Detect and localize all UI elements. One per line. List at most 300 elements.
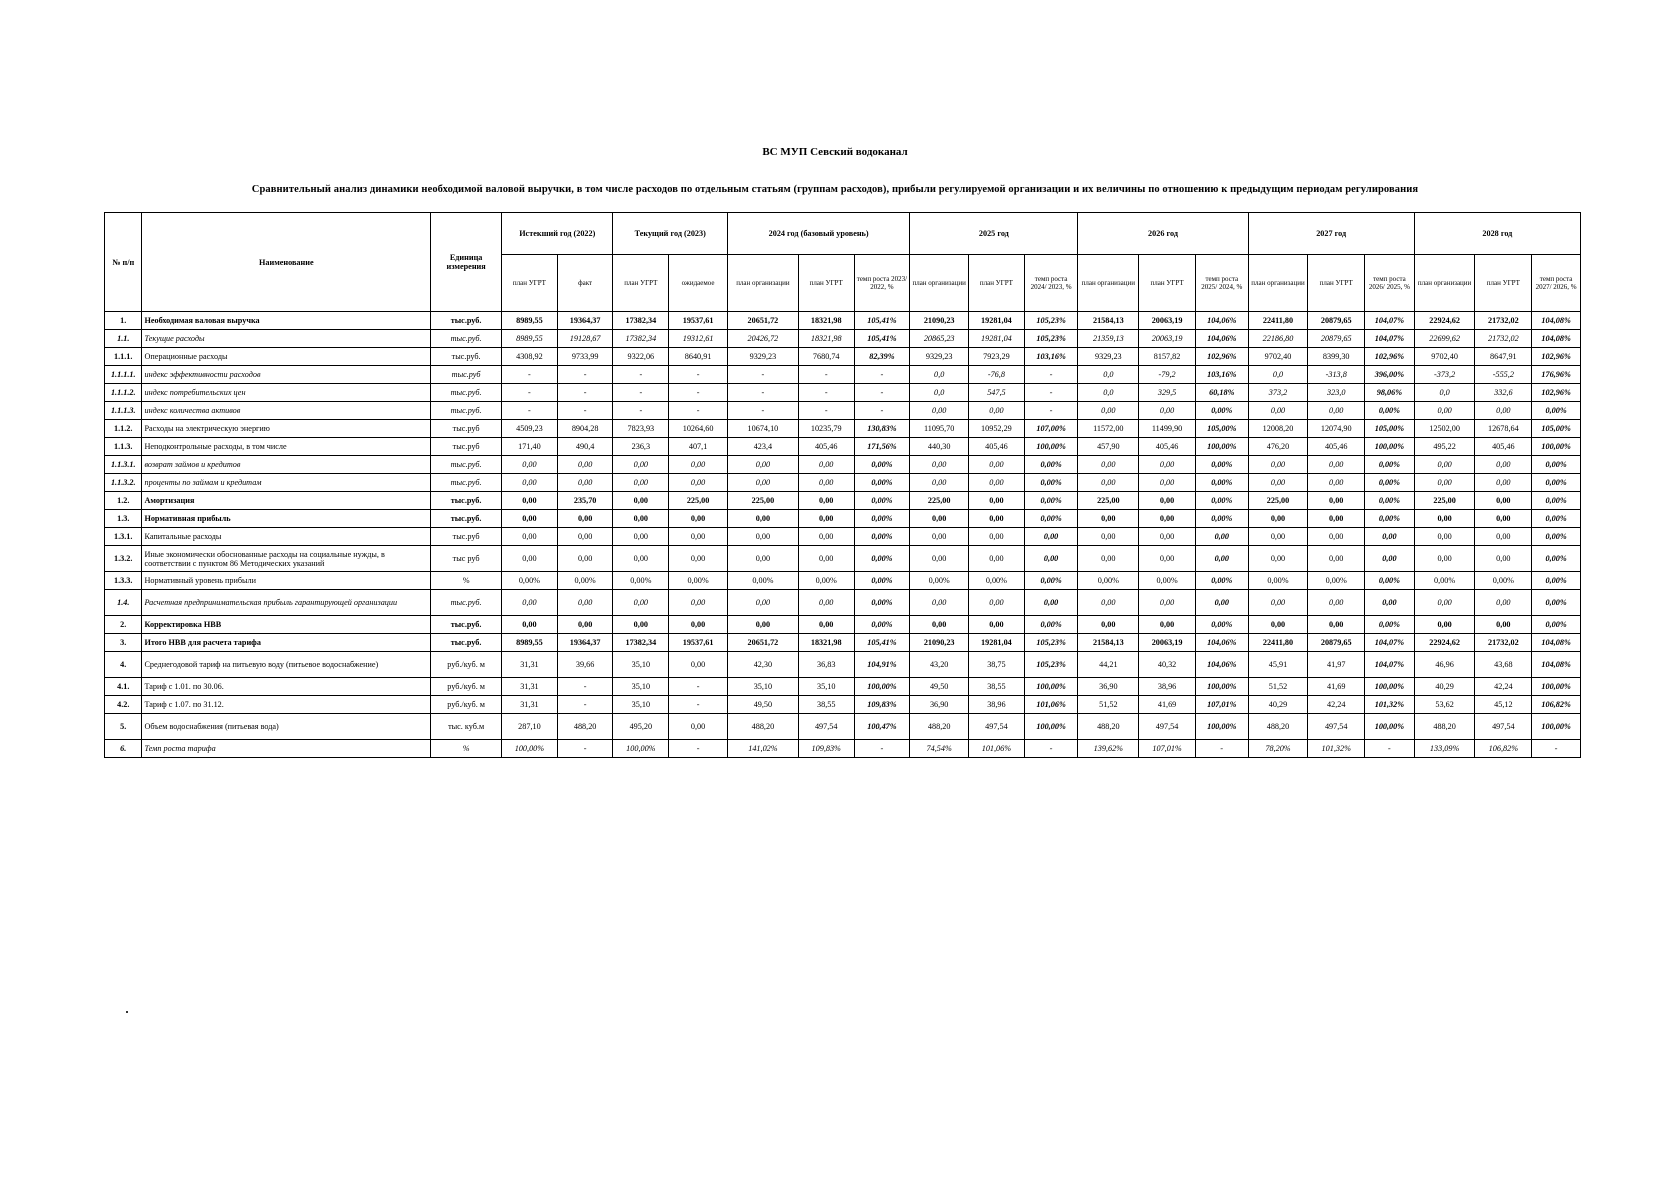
header-period: Текущий год (2023): [613, 213, 727, 255]
value-cell: 490,4: [557, 438, 613, 456]
value-cell: 0,00: [1139, 492, 1196, 510]
value-cell: 0,00%: [1195, 616, 1248, 634]
value-cell: 0,00: [613, 546, 669, 572]
value-cell: 42,30: [727, 652, 798, 678]
value-cell: 12008,20: [1248, 420, 1308, 438]
row-number: 1.4.: [105, 590, 142, 616]
subheader-cell: темп роста 2027/ 2026, %: [1532, 255, 1581, 312]
value-cell: 423,4: [727, 438, 798, 456]
row-name: Тариф с 1.01. по 30.06.: [142, 678, 431, 696]
row-unit: тыс.руб.: [431, 312, 502, 330]
value-cell: 40,29: [1414, 678, 1475, 696]
value-cell: 0,00: [1195, 546, 1248, 572]
value-cell: 8989,55: [502, 312, 558, 330]
value-cell: 0,00: [669, 616, 728, 634]
value-cell: 100,00%: [1365, 438, 1415, 456]
value-cell: 20651,72: [727, 634, 798, 652]
row-number: 1.1.3.1.: [105, 456, 142, 474]
value-cell: 0,00: [1024, 546, 1078, 572]
value-cell: 22411,80: [1248, 312, 1308, 330]
value-cell: 19312,61: [669, 330, 728, 348]
value-cell: 102,96%: [1365, 348, 1415, 366]
value-cell: 19281,04: [969, 312, 1025, 330]
row-number: 3.: [105, 634, 142, 652]
value-cell: 0,00: [669, 528, 728, 546]
value-cell: 0,00: [910, 402, 969, 420]
value-cell: 0,00%: [1365, 510, 1415, 528]
value-cell: 109,83%: [854, 696, 910, 714]
value-cell: 0,00: [613, 492, 669, 510]
value-cell: 0,00: [1365, 546, 1415, 572]
value-cell: 0,00%: [854, 590, 910, 616]
row-name: возврат займов и кредитов: [142, 456, 431, 474]
row-number: 1.1.3.: [105, 438, 142, 456]
value-cell: 0,00: [798, 474, 854, 492]
value-cell: 41,69: [1308, 678, 1365, 696]
value-cell: 133,09%: [1414, 740, 1475, 758]
row-name: Нормативная прибыль: [142, 510, 431, 528]
value-cell: 105,23%: [1024, 312, 1078, 330]
value-cell: 20063,19: [1139, 312, 1196, 330]
value-cell: 0,00%: [1365, 492, 1415, 510]
value-cell: 0,00%: [1414, 572, 1475, 590]
organization-title: ВС МУП Севский водоканал: [762, 146, 908, 158]
header-period: Истекший год (2022): [502, 213, 613, 255]
value-cell: 0,00%: [1365, 456, 1415, 474]
row-number: 1.1.1.: [105, 348, 142, 366]
value-cell: 407,1: [669, 438, 728, 456]
row-unit: тыс.руб.: [431, 634, 502, 652]
row-name: проценты по займам и кредитам: [142, 474, 431, 492]
value-cell: 0,00: [798, 528, 854, 546]
value-cell: 0,00: [1414, 474, 1475, 492]
value-cell: 105,41%: [854, 634, 910, 652]
value-cell: 0,00%: [1532, 528, 1581, 546]
value-cell: 0,00: [798, 590, 854, 616]
row-name: Темп роста тарифа: [142, 740, 431, 758]
value-cell: 0,00: [1139, 474, 1196, 492]
value-cell: 104,06%: [1195, 330, 1248, 348]
value-cell: 497,54: [1308, 714, 1365, 740]
value-cell: -: [613, 366, 669, 384]
value-cell: 0,00%: [1475, 572, 1532, 590]
value-cell: -: [669, 384, 728, 402]
row-unit: тыс руб: [431, 546, 502, 572]
value-cell: 0,00: [669, 456, 728, 474]
value-cell: 405,46: [1139, 438, 1196, 456]
subheader-cell: план организации: [910, 255, 969, 312]
value-cell: 0,00%: [854, 616, 910, 634]
value-cell: 39,66: [557, 652, 613, 678]
value-cell: 0,00: [1308, 456, 1365, 474]
row-name: индекс потребительских цен: [142, 384, 431, 402]
value-cell: 457,90: [1078, 438, 1139, 456]
table-body: [105, 312, 1581, 758]
row-name: Расчетная предпринимательская прибыль гарантирующей организации: [142, 590, 431, 616]
value-cell: 0,00%: [854, 528, 910, 546]
value-cell: 17382,34: [613, 330, 669, 348]
value-cell: 0,00: [1078, 402, 1139, 420]
value-cell: 0,00: [798, 616, 854, 634]
value-cell: 0,00: [1248, 528, 1308, 546]
value-cell: -555,2: [1475, 366, 1532, 384]
value-cell: 0,00%: [1024, 510, 1078, 528]
value-cell: 31,31: [502, 652, 558, 678]
row-name: Объем водоснабжения (питьевая вода): [142, 714, 431, 740]
header-period: 2028 год: [1414, 213, 1580, 255]
subheader-cell: план организации: [1248, 255, 1308, 312]
value-cell: 0,00: [613, 456, 669, 474]
value-cell: 0,00%: [1365, 572, 1415, 590]
value-cell: 9329,23: [1078, 348, 1139, 366]
value-cell: 101,06%: [1024, 696, 1078, 714]
value-cell: 10264,60: [669, 420, 728, 438]
value-cell: 53,62: [1414, 696, 1475, 714]
value-cell: -: [669, 740, 728, 758]
value-cell: 0,00%: [1195, 510, 1248, 528]
value-cell: 22699,62: [1414, 330, 1475, 348]
row-number: 1.1.1.3.: [105, 402, 142, 420]
value-cell: -: [613, 402, 669, 420]
row-number: 1.1.2.: [105, 420, 142, 438]
value-cell: 0,00: [502, 546, 558, 572]
value-cell: 236,3: [613, 438, 669, 456]
value-cell: 100,00%: [1365, 678, 1415, 696]
value-cell: 0,00%: [669, 572, 728, 590]
value-cell: 0,00%: [1195, 402, 1248, 420]
value-cell: 0,00: [1365, 528, 1415, 546]
value-cell: 105,00%: [1532, 420, 1581, 438]
value-cell: 0,00: [910, 510, 969, 528]
value-cell: 332,6: [1475, 384, 1532, 402]
value-cell: 139,62%: [1078, 740, 1139, 758]
header-num: № п/п: [105, 213, 142, 312]
value-cell: 8904,28: [557, 420, 613, 438]
subheader-cell: темп роста 2024/ 2023, %: [1024, 255, 1078, 312]
value-cell: 41,69: [1139, 696, 1196, 714]
row-name: Неподконтрольные расходы, в том числе: [142, 438, 431, 456]
value-cell: 19364,37: [557, 634, 613, 652]
value-cell: -: [502, 384, 558, 402]
value-cell: 21732,02: [1475, 634, 1532, 652]
row-unit: тыс.руб.: [431, 616, 502, 634]
value-cell: 287,10: [502, 714, 558, 740]
value-cell: 0,00%: [1365, 402, 1415, 420]
value-cell: 106,82%: [1475, 740, 1532, 758]
row-unit: тыс.руб.: [431, 330, 502, 348]
value-cell: 0,00: [613, 474, 669, 492]
value-cell: 0,00%: [1248, 572, 1308, 590]
row-number: 1.: [105, 312, 142, 330]
value-cell: 0,00: [910, 456, 969, 474]
value-cell: 0,00: [1139, 546, 1196, 572]
value-cell: 20865,23: [910, 330, 969, 348]
value-cell: 104,08%: [1532, 330, 1581, 348]
value-cell: 35,10: [613, 652, 669, 678]
value-cell: 0,00: [1414, 510, 1475, 528]
value-cell: 100,00%: [1532, 714, 1581, 740]
value-cell: -: [502, 402, 558, 420]
value-cell: 0,00: [502, 492, 558, 510]
table-row: [105, 652, 1581, 678]
value-cell: 100,00%: [854, 678, 910, 696]
row-unit: тыс.руб.: [431, 384, 502, 402]
value-cell: 100,00%: [1195, 438, 1248, 456]
value-cell: 105,23%: [1024, 330, 1078, 348]
value-cell: -: [798, 366, 854, 384]
subheader-cell: план организации: [727, 255, 798, 312]
subheader-cell: план организации: [1414, 255, 1475, 312]
value-cell: -76,8: [969, 366, 1025, 384]
value-cell: 105,41%: [854, 330, 910, 348]
value-cell: 0,00%: [727, 572, 798, 590]
value-cell: 0,00: [910, 546, 969, 572]
row-unit: руб./куб. м: [431, 678, 502, 696]
value-cell: 0,00: [1248, 510, 1308, 528]
row-name: индекс эффективности расходов: [142, 366, 431, 384]
value-cell: 38,75: [969, 652, 1025, 678]
value-cell: -313,8: [1308, 366, 1365, 384]
value-cell: 405,46: [1475, 438, 1532, 456]
table-row: [105, 696, 1581, 714]
value-cell: 8399,30: [1308, 348, 1365, 366]
row-number: 1.3.1.: [105, 528, 142, 546]
value-cell: 0,00: [798, 510, 854, 528]
value-cell: 36,90: [910, 696, 969, 714]
value-cell: 0,00: [910, 616, 969, 634]
value-cell: 104,91%: [854, 652, 910, 678]
value-cell: 0,00%: [1532, 590, 1581, 616]
value-cell: 0,00: [1024, 528, 1078, 546]
value-cell: 10674,10: [727, 420, 798, 438]
row-unit: руб./куб. м: [431, 696, 502, 714]
value-cell: -: [798, 402, 854, 420]
value-cell: 0,00: [557, 528, 613, 546]
value-cell: 100,00%: [1532, 678, 1581, 696]
value-cell: 0,00: [557, 510, 613, 528]
value-cell: 109,83%: [798, 740, 854, 758]
value-cell: 547,5: [969, 384, 1025, 402]
value-cell: 0,00: [1248, 616, 1308, 634]
value-cell: 12074,90: [1308, 420, 1365, 438]
value-cell: 100,00%: [1365, 714, 1415, 740]
row-name: Капитальные расходы: [142, 528, 431, 546]
value-cell: 0,00%: [1024, 456, 1078, 474]
value-cell: 104,07%: [1365, 330, 1415, 348]
value-cell: -: [854, 366, 910, 384]
value-cell: 0,00: [1078, 456, 1139, 474]
nvv-analysis-table: [104, 212, 1581, 758]
value-cell: 0,00: [502, 616, 558, 634]
value-cell: 102,96%: [1195, 348, 1248, 366]
row-name: Корректировка НВВ: [142, 616, 431, 634]
value-cell: 495,22: [1414, 438, 1475, 456]
value-cell: 0,00: [1139, 402, 1196, 420]
value-cell: 0,00: [727, 510, 798, 528]
value-cell: 21359,13: [1078, 330, 1139, 348]
value-cell: 176,96%: [1532, 366, 1581, 384]
value-cell: 0,00: [969, 590, 1025, 616]
value-cell: 18321,98: [798, 634, 854, 652]
subheader-cell: план УГРТ: [798, 255, 854, 312]
value-cell: 0,00: [669, 714, 728, 740]
table-row: [105, 366, 1581, 384]
value-cell: 0,00: [613, 616, 669, 634]
value-cell: 0,00%: [1365, 616, 1415, 634]
subheader-cell: план УГРТ: [1139, 255, 1196, 312]
value-cell: 497,54: [969, 714, 1025, 740]
value-cell: 0,00: [727, 456, 798, 474]
row-unit: тыс.руб.: [431, 590, 502, 616]
value-cell: 0,00: [669, 510, 728, 528]
value-cell: 0,00: [1308, 510, 1365, 528]
value-cell: 0,00: [969, 546, 1025, 572]
value-cell: 40,29: [1248, 696, 1308, 714]
row-unit: %: [431, 572, 502, 590]
value-cell: 31,31: [502, 678, 558, 696]
value-cell: 0,00%: [1532, 616, 1581, 634]
value-cell: 0,00%: [969, 572, 1025, 590]
value-cell: 107,01%: [1195, 696, 1248, 714]
value-cell: 8647,91: [1475, 348, 1532, 366]
value-cell: 107,00%: [1024, 420, 1078, 438]
row-number: 6.: [105, 740, 142, 758]
row-number: 1.1.: [105, 330, 142, 348]
value-cell: 0,00: [502, 456, 558, 474]
row-number: 4.1.: [105, 678, 142, 696]
value-cell: 35,10: [613, 696, 669, 714]
value-cell: 19281,04: [969, 330, 1025, 348]
value-cell: 0,00: [1414, 402, 1475, 420]
value-cell: 0,00: [1475, 474, 1532, 492]
value-cell: 0,00%: [1195, 456, 1248, 474]
value-cell: 488,20: [1248, 714, 1308, 740]
value-cell: 488,20: [557, 714, 613, 740]
value-cell: 19537,61: [669, 634, 728, 652]
row-number: 1.1.3.2.: [105, 474, 142, 492]
value-cell: 0,00: [1414, 456, 1475, 474]
value-cell: 0,00: [557, 474, 613, 492]
value-cell: 323,0: [1308, 384, 1365, 402]
value-cell: 0,00: [1308, 616, 1365, 634]
subheader-cell: план организации: [1078, 255, 1139, 312]
row-name: индекс количества активов: [142, 402, 431, 420]
value-cell: -: [1024, 384, 1078, 402]
value-cell: 21584,13: [1078, 312, 1139, 330]
subheader-cell: темп роста 2023/ 2022, %: [854, 255, 910, 312]
value-cell: 60,18%: [1195, 384, 1248, 402]
value-cell: 104,07%: [1365, 634, 1415, 652]
value-cell: 0,00: [557, 590, 613, 616]
value-cell: 44,21: [1078, 652, 1139, 678]
value-cell: 0,00: [613, 528, 669, 546]
table-row: [105, 348, 1581, 366]
value-cell: 12502,00: [1414, 420, 1475, 438]
value-cell: 0,00: [1248, 546, 1308, 572]
table-row: [105, 546, 1581, 572]
value-cell: 11095,70: [910, 420, 969, 438]
value-cell: 21090,23: [910, 312, 969, 330]
row-number: 1.3.3.: [105, 572, 142, 590]
value-cell: 0,00: [798, 456, 854, 474]
subheader-cell: план УГРТ: [502, 255, 558, 312]
row-unit: тыс.руб.: [431, 492, 502, 510]
header-period: 2024 год (базовый уровень): [727, 213, 909, 255]
value-cell: -: [669, 696, 728, 714]
value-cell: 9702,40: [1414, 348, 1475, 366]
value-cell: 22411,80: [1248, 634, 1308, 652]
value-cell: 0,00: [669, 474, 728, 492]
value-cell: 74,54%: [910, 740, 969, 758]
value-cell: 0,00: [1414, 546, 1475, 572]
value-cell: 0,00: [557, 546, 613, 572]
value-cell: 0,00%: [1532, 492, 1581, 510]
table-row: [105, 312, 1581, 330]
table-row: [105, 740, 1581, 758]
value-cell: 497,54: [1475, 714, 1532, 740]
value-cell: 35,10: [798, 678, 854, 696]
value-cell: 20426,72: [727, 330, 798, 348]
subheader-cell: темп роста 2026/ 2025, %: [1365, 255, 1415, 312]
row-number: 1.1.1.2.: [105, 384, 142, 402]
value-cell: 10235,79: [798, 420, 854, 438]
value-cell: -: [557, 740, 613, 758]
value-cell: 0,00: [502, 510, 558, 528]
table-row: [105, 384, 1581, 402]
value-cell: 82,39%: [854, 348, 910, 366]
value-cell: 0,00: [1078, 510, 1139, 528]
value-cell: 225,00: [1078, 492, 1139, 510]
value-cell: 41,97: [1308, 652, 1365, 678]
value-cell: 0,00%: [910, 572, 969, 590]
value-cell: 0,00%: [1024, 616, 1078, 634]
header-unit: Единица измерения: [431, 213, 502, 312]
value-cell: 100,47%: [854, 714, 910, 740]
value-cell: 0,00%: [1532, 510, 1581, 528]
value-cell: 20879,65: [1308, 330, 1365, 348]
value-cell: 20063,19: [1139, 634, 1196, 652]
subheader-cell: план УГРТ: [1475, 255, 1532, 312]
row-unit: тыс.руб.: [431, 348, 502, 366]
row-name: Необходимая валовая выручка: [142, 312, 431, 330]
row-number: 5.: [105, 714, 142, 740]
value-cell: 0,00%: [1308, 572, 1365, 590]
value-cell: 100,00%: [1024, 678, 1078, 696]
value-cell: 0,00: [1248, 474, 1308, 492]
value-cell: 9733,99: [557, 348, 613, 366]
value-cell: 0,00: [1024, 590, 1078, 616]
value-cell: 0,00%: [854, 546, 910, 572]
row-name: Амортизация: [142, 492, 431, 510]
value-cell: 103,16%: [1024, 348, 1078, 366]
value-cell: 0,00%: [557, 572, 613, 590]
value-cell: 100,00%: [1195, 714, 1248, 740]
value-cell: 8640,91: [669, 348, 728, 366]
value-cell: 105,41%: [854, 312, 910, 330]
value-cell: 0,00%: [1532, 572, 1581, 590]
row-number: 1.3.2.: [105, 546, 142, 572]
value-cell: 7680,74: [798, 348, 854, 366]
value-cell: 0,00: [1475, 510, 1532, 528]
value-cell: -: [557, 678, 613, 696]
value-cell: 0,00: [1139, 456, 1196, 474]
value-cell: 104,07%: [1365, 652, 1415, 678]
value-cell: 0,00: [1139, 510, 1196, 528]
value-cell: 0,00: [910, 590, 969, 616]
value-cell: 12678,64: [1475, 420, 1532, 438]
value-cell: 396,00%: [1365, 366, 1415, 384]
value-cell: 100,00%: [1195, 678, 1248, 696]
